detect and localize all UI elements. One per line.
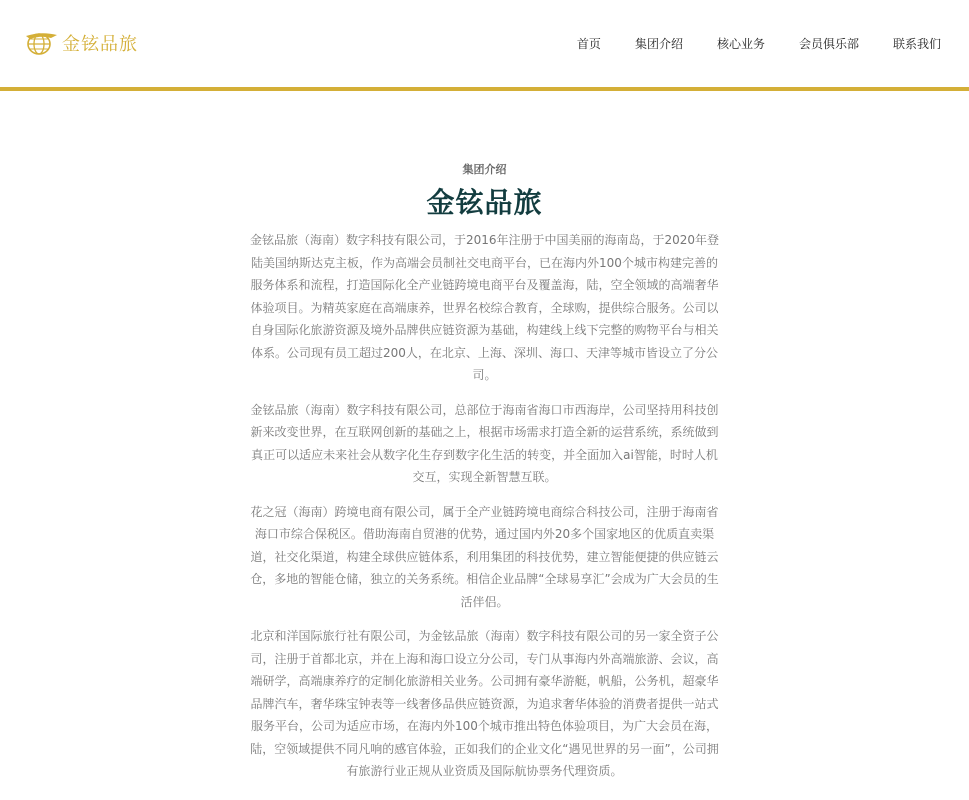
logo[interactable] [24, 30, 138, 56]
intro-paragraph: 金铉品旅（海南）数字科技有限公司，总部位于海南省海口市西海岸，公司坚持用科技创新来改变世界，在互联网创新的基础之上，根据市场需求打造全新的运营系统，系统做到真正可以适应未来社会从数字化生存到数字化生活的转变，并全面加入ai智能，时时人机交互，实现全新智慧互联。 [250, 402, 719, 484]
intro-paragraph: 北京和洋国际旅行社有限公司，为金铉品旅（海南）数字科技有限公司的另一家全资子公司，注册于首都北京，并在上海和海口设立分公司，专门从事海内外高端旅游、会议，高端研学，高端康养疗的定制化旅游相关业务。公司拥有豪华游艇，帆船，公务机，超豪华品牌汽车，奢华珠宝钟表等一线奢侈品供应链资源，为追求奢华体验的消费者提供一站式服务平台，公司为适应市场，在海内外100个城市推出特色体验项目，为广大会员在海，陆，空领域提供不同凡响的感官体验，正如我们的企业文化“遇见世界的另一面”，公司拥有旅游行业正规从业资质及国际航协票务代理资质。 [250, 629, 719, 778]
intro-paragraph: 金铉品旅（海南）数字科技有限公司，于2016年注册于中国美丽的海南岛，于2020年登陆美国纳斯达克主板，作为高端会员制社交电商平台，已在海内外100个城市构建完善的服务体系和流程，打造国际化全产业链跨境电商平台及覆盖海，陆，空全领域的高端奢华体验项目。为精英家庭在高端康养，世界名校综合教育，全球购，提供综合服务。公司以自身国际化旅游资源及境外品牌供应链资源为基础，构建线上线下完整的购物平台与相关体系。公司现有员工超过200人，在北京、上海、深圳、海口、天津等城市皆设立了分公司。 [249, 233, 720, 382]
main-nav [577, 35, 941, 52]
main-content [0, 161, 969, 783]
nav-item-core-business[interactable]: 核心业务 [716, 37, 765, 51]
nav-item-home[interactable]: 首页 [576, 37, 601, 51]
intro-paragraph: 花之冠（海南）跨境电商有限公司，属于全产业链跨境电商综合科技公司，注册于海南省海口市综合保税区。借助海南自贸港的优势，通过国内外20多个国家地区的优质直卖渠道，社交化渠道，构建全球供应链体系，利用集团的科技优势，建立智能便捷的供应链云仓，多地的智能仓储，独立的关务系统。相信企业品牌“全球易享汇”会成为广大会员的生活伴侣。 [250, 504, 719, 609]
nav-item-contact[interactable]: 联系我们 [892, 37, 941, 51]
intro-text [249, 229, 721, 783]
nav-item-group-intro[interactable]: 集团介绍 [634, 37, 683, 51]
site-header [0, 0, 969, 87]
logo-text: 金铉品旅 [62, 34, 138, 55]
nav-item-member-club[interactable]: 会员俱乐部 [798, 37, 859, 51]
section-label: 集团介绍 [462, 163, 507, 176]
header-divider [0, 87, 969, 91]
globe-plane-icon [24, 30, 58, 56]
page-title: 金铉品旅 [426, 186, 543, 219]
